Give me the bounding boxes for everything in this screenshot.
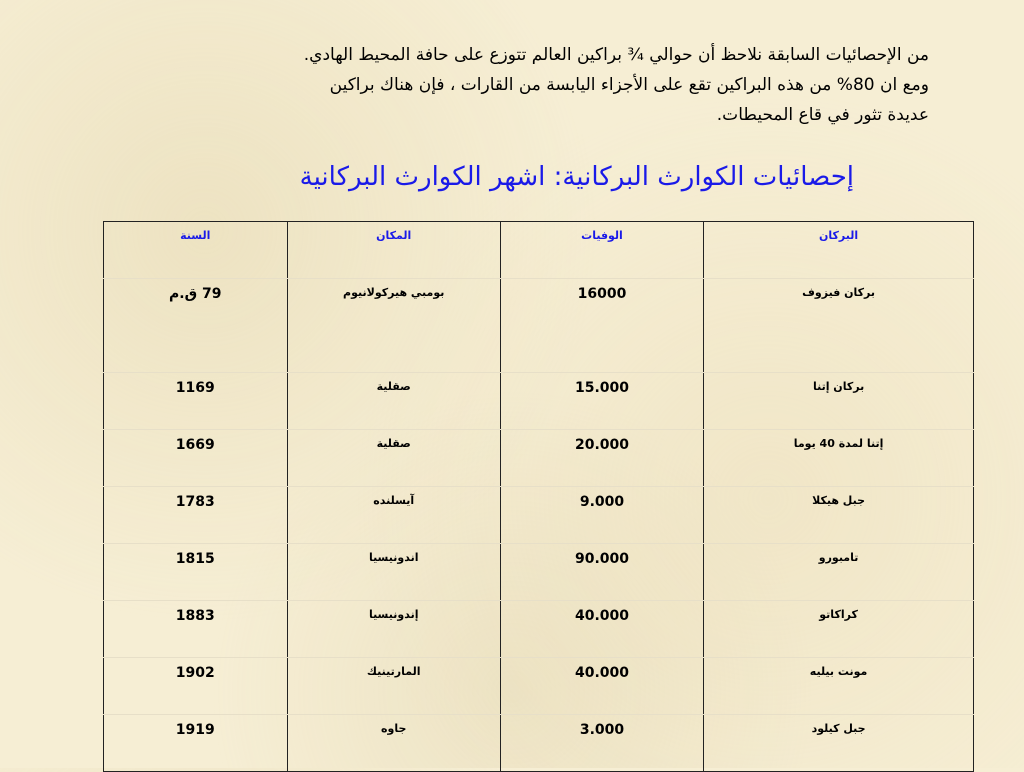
- cell-place: جاوه: [287, 715, 500, 772]
- table-row: [104, 430, 974, 487]
- cell-place: بومبي هيركولانيوم: [287, 279, 500, 373]
- cell-volcano: تامبورو: [704, 544, 974, 601]
- cell-place: إندونيسيا: [287, 601, 500, 658]
- cell-deaths: 16000: [500, 279, 703, 373]
- cell-volcano: بركان فيزوف: [704, 279, 974, 373]
- cell-volcano: جبل كيلود: [704, 715, 974, 772]
- cell-place: آيسلنده: [287, 487, 500, 544]
- cell-place: صقلية: [287, 373, 500, 430]
- cell-deaths: 3.000: [500, 715, 703, 772]
- table-header-row: [104, 222, 974, 279]
- cell-volcano: كراكاتو: [704, 601, 974, 658]
- cell-year: 79 ق.م: [104, 279, 288, 373]
- header-volcano: البركان: [704, 222, 974, 279]
- cell-year: 1815: [104, 544, 288, 601]
- table-row: [104, 487, 974, 544]
- intro-paragraph: [169, 40, 929, 130]
- table-row: [104, 544, 974, 601]
- volcano-disasters-table: [103, 221, 974, 772]
- cell-year: 1669: [104, 430, 288, 487]
- cell-deaths: 40.000: [500, 601, 703, 658]
- table-row: [104, 373, 974, 430]
- cell-deaths: 20.000: [500, 430, 703, 487]
- cell-year: 1169: [104, 373, 288, 430]
- intro-line-2: ومع ان 80% من هذه البراكين تقع على الأجزاء اليابسة من القارات ، فإن هناك براكين: [329, 75, 929, 95]
- cell-year: 1902: [104, 658, 288, 715]
- intro-line-1: من الإحصائيات السابقة نلاحظ أن حوالي ¾ براكين العالم تتوزع على حافة المحيط الهادي.: [303, 45, 929, 65]
- cell-deaths: 9.000: [500, 487, 703, 544]
- table-row: [104, 715, 974, 772]
- cell-volcano: إتنا لمدة 40 يوما: [704, 430, 974, 487]
- header-place: المكان: [287, 222, 500, 279]
- cell-deaths: 40.000: [500, 658, 703, 715]
- slide-heading: إحصائيات الكوارث البركانية: اشهر الكوارث البركانية: [299, 162, 854, 192]
- table-row: [104, 279, 974, 373]
- cell-year: 1783: [104, 487, 288, 544]
- cell-volcano: بركان إتنا: [704, 373, 974, 430]
- cell-place: اندونيسيا: [287, 544, 500, 601]
- cell-place: المارتينيك: [287, 658, 500, 715]
- cell-volcano: جبل هيكلا: [704, 487, 974, 544]
- table-row: [104, 601, 974, 658]
- cell-year: 1919: [104, 715, 288, 772]
- cell-volcano: مونت بيليه: [704, 658, 974, 715]
- table-row: [104, 658, 974, 715]
- cell-deaths: 15.000: [500, 373, 703, 430]
- cell-place: صقلية: [287, 430, 500, 487]
- cell-year: 1883: [104, 601, 288, 658]
- header-deaths: الوفيات: [500, 222, 703, 279]
- cell-deaths: 90.000: [500, 544, 703, 601]
- intro-line-3: عديدة تثور في قاع المحيطات.: [716, 105, 929, 125]
- header-year: السنة: [104, 222, 288, 279]
